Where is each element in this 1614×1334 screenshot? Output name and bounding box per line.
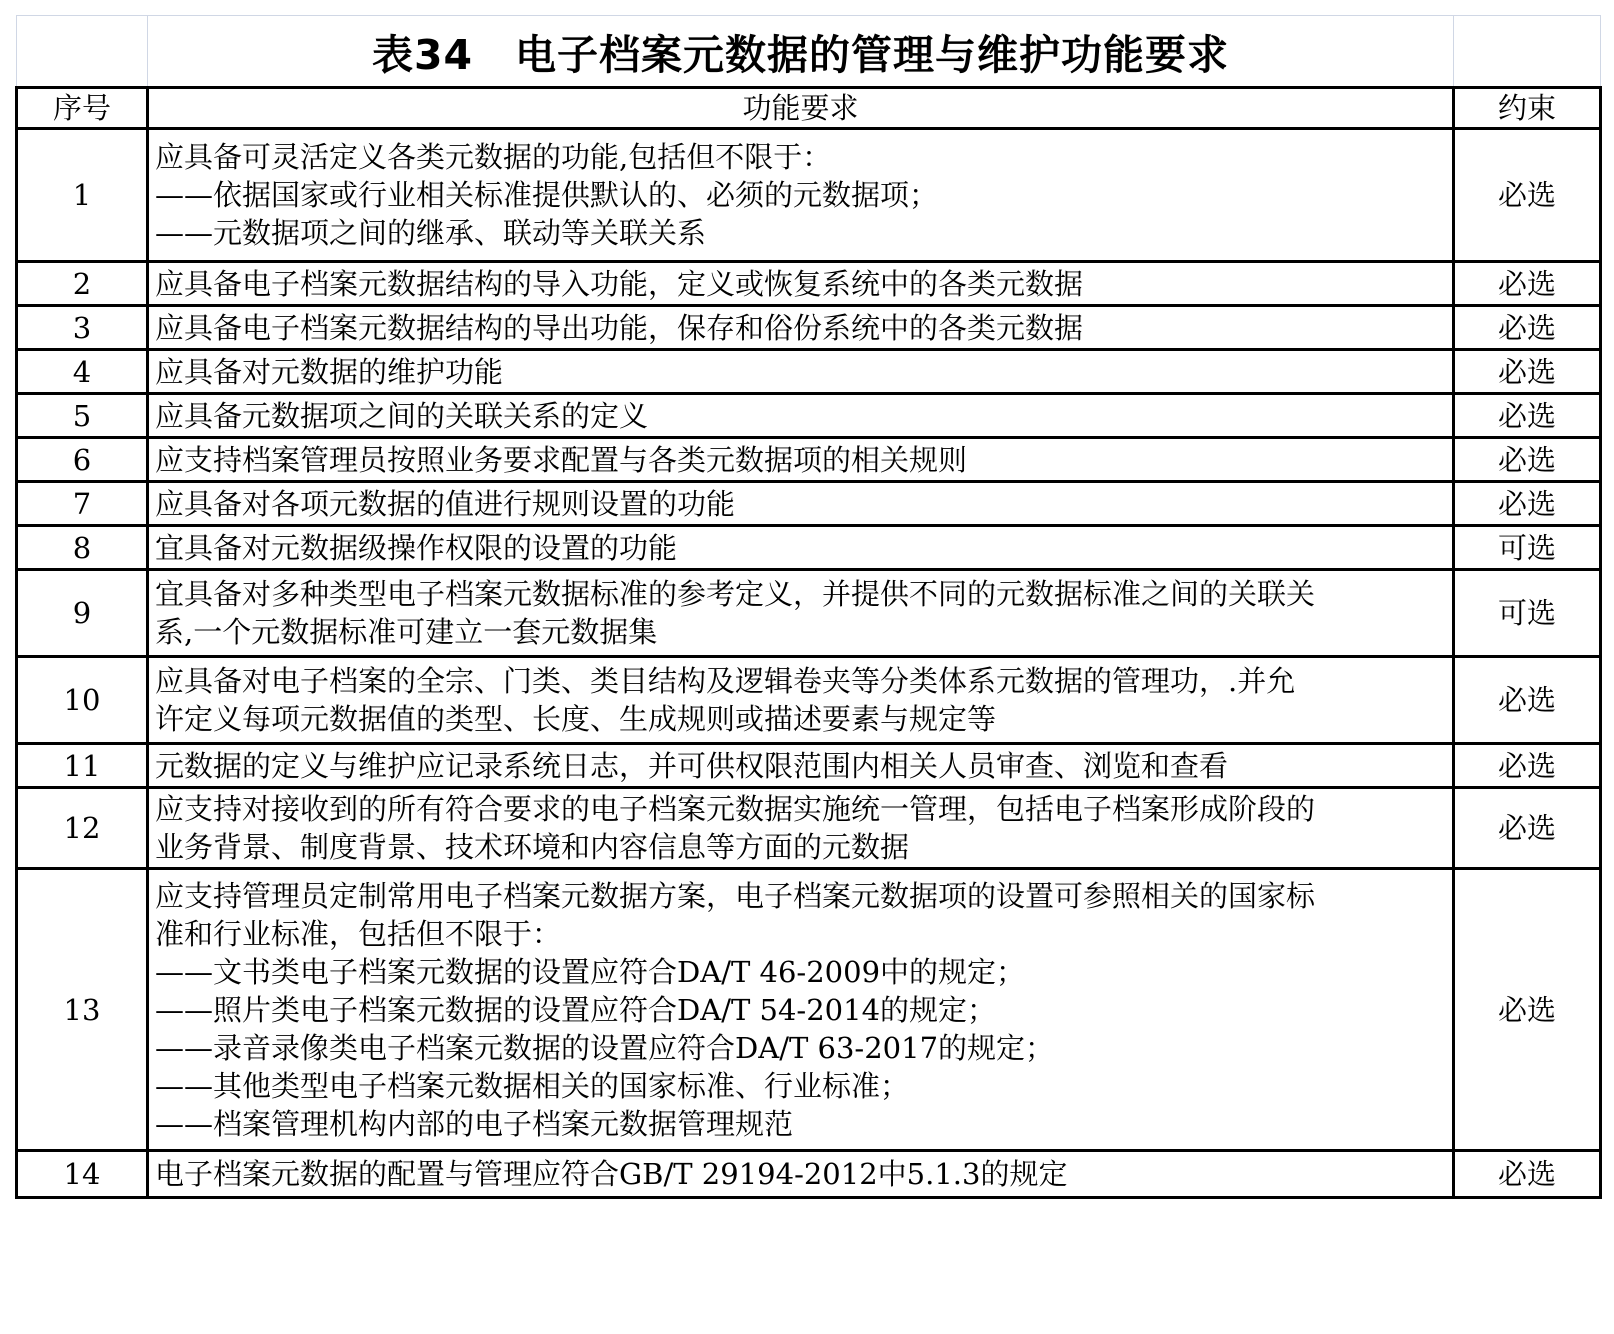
row-seq-cell[interactable]: 4 — [17, 350, 148, 394]
requirements-table — [15, 15, 1602, 1199]
table-title[interactable]: 表34 电子档案元数据的管理与维护功能要求 — [148, 16, 1454, 88]
table-row — [17, 526, 1601, 570]
requirement-line: 应具备元数据项之间的关联关系的定义 — [155, 398, 649, 433]
row-seq-cell[interactable]: 5 — [17, 394, 148, 438]
row-requirement-cell[interactable] — [148, 744, 1454, 788]
row-requirement-cell[interactable] — [148, 129, 1454, 262]
table-row — [17, 869, 1601, 1151]
row-requirement-cell[interactable] — [148, 306, 1454, 350]
requirement-line: 电子档案元数据的配置与管理应符合GB/T 29194-2012中5.1.3的规定 — [155, 1157, 1068, 1191]
row-seq-cell[interactable]: 6 — [17, 438, 148, 482]
row-constraint-cell[interactable]: 必选 — [1454, 129, 1601, 262]
requirement-line: ——文书类电子档案元数据的设置应符合DA/T 46-2009中的规定； — [155, 954, 1026, 989]
title-blank-right[interactable] — [1454, 16, 1601, 88]
row-requirement-cell[interactable] — [148, 657, 1454, 744]
row-requirement-cell[interactable] — [148, 262, 1454, 306]
row-seq-cell[interactable]: 9 — [17, 570, 148, 657]
requirement-line: 应支持档案管理员按照业务要求配置与各类元数据项的相关规则 — [155, 442, 968, 477]
table-row — [17, 306, 1601, 350]
row-seq-cell[interactable]: 12 — [17, 788, 148, 869]
requirement-line: 应支持管理员定制常用电子档案元数据方案，电子档案元数据项的设置可参照相关的国家标 — [155, 878, 1316, 913]
table-row — [17, 350, 1601, 394]
row-constraint-cell[interactable]: 必选 — [1454, 657, 1601, 744]
table-row — [17, 262, 1601, 306]
requirement-line: 业务背景、制度背景、技术环境和内容信息等方面的元数据 — [155, 830, 910, 864]
requirement-line: 宜具备对多种类型电子档案元数据标准的参考定义，并提供不同的元数据标准之间的关联关 — [155, 577, 1316, 611]
requirement-line: ——其他类型电子档案元数据相关的国家标准、行业标准； — [155, 1068, 910, 1103]
row-requirement-cell[interactable] — [148, 394, 1454, 438]
row-constraint-cell[interactable]: 必选 — [1454, 306, 1601, 350]
requirement-line: 元数据的定义与维护应记录系统日志，并可供权限范围内相关人员审查、浏览和查看 — [155, 748, 1229, 783]
row-seq-cell[interactable]: 8 — [17, 526, 148, 570]
row-requirement-cell[interactable] — [148, 438, 1454, 482]
requirement-line: 应具备对各项元数据的值进行规则设置的功能 — [155, 486, 736, 521]
row-seq-cell[interactable]: 13 — [17, 869, 148, 1151]
row-requirement-cell[interactable] — [148, 1151, 1454, 1198]
requirement-line: 宜具备对元数据级操作权限的设置的功能 — [155, 530, 678, 565]
row-constraint-cell[interactable]: 必选 — [1454, 1151, 1601, 1198]
row-constraint-cell[interactable]: 必选 — [1454, 438, 1601, 482]
table-row — [17, 394, 1601, 438]
requirement-line: 系,一个元数据标准可建立一套元数据集 — [155, 615, 658, 649]
row-requirement-cell[interactable] — [148, 869, 1454, 1151]
row-seq-cell[interactable]: 7 — [17, 482, 148, 526]
row-seq-cell[interactable]: 11 — [17, 744, 148, 788]
requirement-line: 许定义每项元数据值的类型、长度、生成规则或描述要素与规定等 — [155, 702, 997, 736]
requirement-line: 准和行业标准，包括但不限于： — [155, 916, 562, 951]
requirement-line: 应具备电子档案元数据结构的导入功能，定义或恢复系统中的各类元数据 — [155, 266, 1084, 301]
table-row — [17, 438, 1601, 482]
header-constraint[interactable]: 约束 — [1454, 88, 1601, 129]
table-row — [17, 1151, 1601, 1198]
header-row — [17, 88, 1601, 129]
row-constraint-cell[interactable]: 必选 — [1454, 482, 1601, 526]
requirement-line: 应具备电子档案元数据结构的导出功能，保存和俗份系统中的各类元数据 — [155, 310, 1084, 345]
requirement-line: ——依据国家或行业相关标准提供默认的、必须的元数据项； — [155, 178, 939, 212]
row-requirement-cell[interactable] — [148, 350, 1454, 394]
title-blank-left[interactable] — [17, 16, 148, 88]
row-constraint-cell[interactable]: 必选 — [1454, 788, 1601, 869]
table-row — [17, 788, 1601, 869]
row-constraint-cell[interactable]: 必选 — [1454, 869, 1601, 1151]
title-row — [17, 16, 1601, 88]
table-row — [17, 129, 1601, 262]
row-constraint-cell[interactable]: 必选 — [1454, 744, 1601, 788]
row-seq-cell[interactable]: 2 — [17, 262, 148, 306]
requirement-line: ——档案管理机构内部的电子档案元数据管理规范 — [155, 1106, 794, 1141]
requirement-line: ——录音录像类电子档案元数据的设置应符合DA/T 63-2017的规定； — [155, 1030, 1055, 1065]
row-constraint-cell[interactable]: 可选 — [1454, 526, 1601, 570]
requirement-line: 应具备对元数据的维护功能 — [155, 354, 504, 389]
row-requirement-cell[interactable] — [148, 570, 1454, 657]
row-seq-cell[interactable]: 10 — [17, 657, 148, 744]
table-row — [17, 657, 1601, 744]
requirement-line: ——元数据项之间的继承、联动等关联关系 — [155, 216, 707, 250]
requirement-line: ——照片类电子档案元数据的设置应符合DA/T 54-2014的规定； — [155, 992, 997, 1027]
row-seq-cell[interactable]: 14 — [17, 1151, 148, 1198]
row-seq-cell[interactable]: 1 — [17, 129, 148, 262]
row-constraint-cell[interactable]: 必选 — [1454, 262, 1601, 306]
row-seq-cell[interactable]: 3 — [17, 306, 148, 350]
requirement-line: 应具备对电子档案的全宗、门类、类目结构及逻辑卷夹等分类体系元数据的管理功，.并允 — [155, 664, 1296, 698]
header-requirement[interactable]: 功能要求 — [148, 88, 1454, 129]
table-row — [17, 482, 1601, 526]
row-constraint-cell[interactable]: 必选 — [1454, 394, 1601, 438]
table-row — [17, 570, 1601, 657]
table-row — [17, 744, 1601, 788]
requirement-line: 应具备可灵活定义各类元数据的功能,包括但不限于： — [155, 140, 832, 174]
row-constraint-cell[interactable]: 可选 — [1454, 570, 1601, 657]
header-seq[interactable]: 序号 — [17, 88, 148, 129]
spreadsheet-sheet — [15, 15, 1599, 1319]
row-requirement-cell[interactable] — [148, 482, 1454, 526]
requirement-line: 应支持对接收到的所有符合要求的电子档案元数据实施统一管理，包括电子档案形成阶段的 — [155, 792, 1316, 826]
row-requirement-cell[interactable] — [148, 526, 1454, 570]
row-constraint-cell[interactable]: 必选 — [1454, 350, 1601, 394]
row-requirement-cell[interactable] — [148, 788, 1454, 869]
